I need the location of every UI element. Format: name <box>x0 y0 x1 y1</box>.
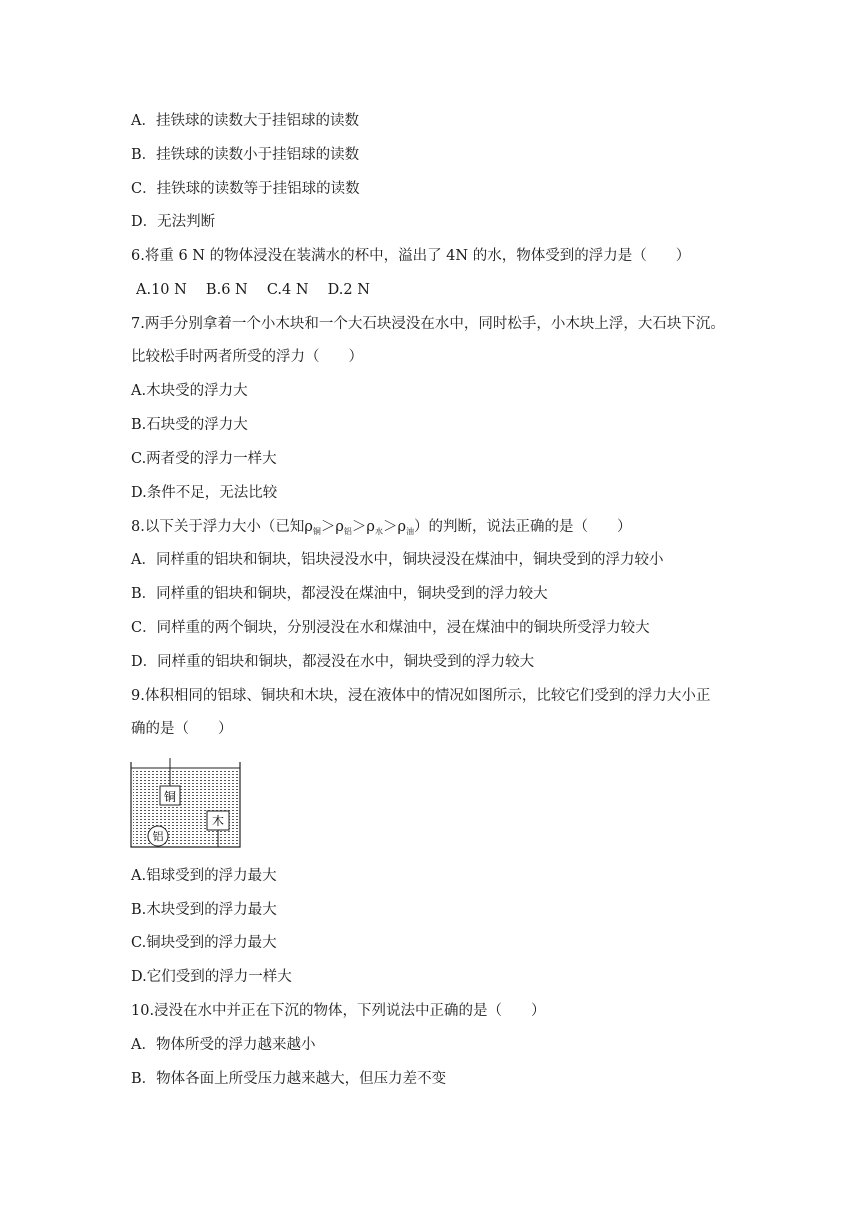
q8-stem-suffix: ）的判断，说法正确的是（ ） <box>413 519 632 535</box>
greater-than-1: ＞ <box>320 519 336 535</box>
q7-option-b: B.石块受的浮力大 <box>131 417 248 433</box>
q9-stem-line2: 确的是（ ） <box>131 721 233 737</box>
q6-stem: 6.将重 6 N 的物体浸没在装满水的杯中，溢出了 4N 的水，物体受到的浮力是（ ） <box>131 248 691 264</box>
q9-option-d: D.它们受到的浮力一样大 <box>131 969 292 985</box>
q6-options: A.10 N B.6 N C.4 N D.2 N <box>136 282 370 298</box>
rho-copper: ρ <box>304 519 313 535</box>
subscript-aluminum: 铝 <box>343 527 352 536</box>
q7-stem-line2: 比较松手时两者所受的浮力（ ） <box>131 349 363 365</box>
q5-option-b: B．挂铁球的读数小于挂铝球的读数 <box>131 147 360 163</box>
wood-label: 木 <box>211 814 225 828</box>
subscript-copper: 铜 <box>312 527 321 536</box>
q7-option-a: A.木块受的浮力大 <box>131 383 248 399</box>
q8-option-a: A．同样重的铝块和铜块，铝块浸没水中，铜块浸没在煤油中，铜块受到的浮力较小 <box>131 552 664 568</box>
q7-option-d: D.条件不足，无法比较 <box>131 485 278 501</box>
q8-option-c: C．同样重的两个铜块，分别浸没在水和煤油中，浸在煤油中的铜块所受浮力较大 <box>131 620 650 636</box>
q10-option-b: B．物体各面上所受压力越来越大，但压力差不变 <box>131 1071 447 1087</box>
q5-option-a: A．挂铁球的读数大于挂铝球的读数 <box>131 113 359 129</box>
q8-stem-prefix: 8.以下关于浮力大小（已知 <box>131 519 305 535</box>
copper-label: 铜 <box>163 790 177 804</box>
rho-water: ρ <box>366 519 375 535</box>
q9-option-a: A.铝球受到的浮力最大 <box>131 868 277 884</box>
rho-oil: ρ <box>397 519 406 535</box>
q10-stem: 10.浸没在水中并正在下沉的物体，下列说法中正确的是（ ） <box>131 1003 546 1019</box>
q5-option-d: D．无法判断 <box>131 214 216 230</box>
q7-stem-line1: 7.两手分别拿着一个小木块和一个大石块浸没在水中，同时松手，小木块上浮，大石块下沉。 <box>131 316 725 332</box>
rho-aluminum: ρ <box>335 519 344 535</box>
subscript-water: 水 <box>374 527 383 536</box>
q9-stem-line1: 9.体积相同的铝球、铜块和木块，浸在液体中的情况如图所示，比较它们受到的浮力大小正 <box>131 688 711 704</box>
q5-option-c: C．挂铁球的读数等于挂铝球的读数 <box>131 181 360 197</box>
q8-option-d: D．同样重的铝块和铜块，都浸没在水中，铜块受到的浮力较大 <box>131 654 535 670</box>
aluminum-label: 铝 <box>152 830 164 843</box>
greater-than-2: ＞ <box>351 519 367 535</box>
subscript-oil: 油 <box>405 527 414 536</box>
q8-option-b: B．同样重的铝块和铜块，都浸没在煤油中，铜块受到的浮力较大 <box>131 586 548 602</box>
greater-than-3: ＞ <box>382 519 398 535</box>
q8-stem <box>131 517 631 542</box>
q7-option-c: C.两者受的浮力一样大 <box>131 451 277 467</box>
q9-figure-container-diagram <box>128 758 244 850</box>
q9-option-b: B.木块受到的浮力最大 <box>131 902 277 918</box>
q9-option-c: C.铜块受到的浮力最大 <box>131 935 277 951</box>
q10-option-a: A．物体所受的浮力越来越小 <box>131 1037 316 1053</box>
